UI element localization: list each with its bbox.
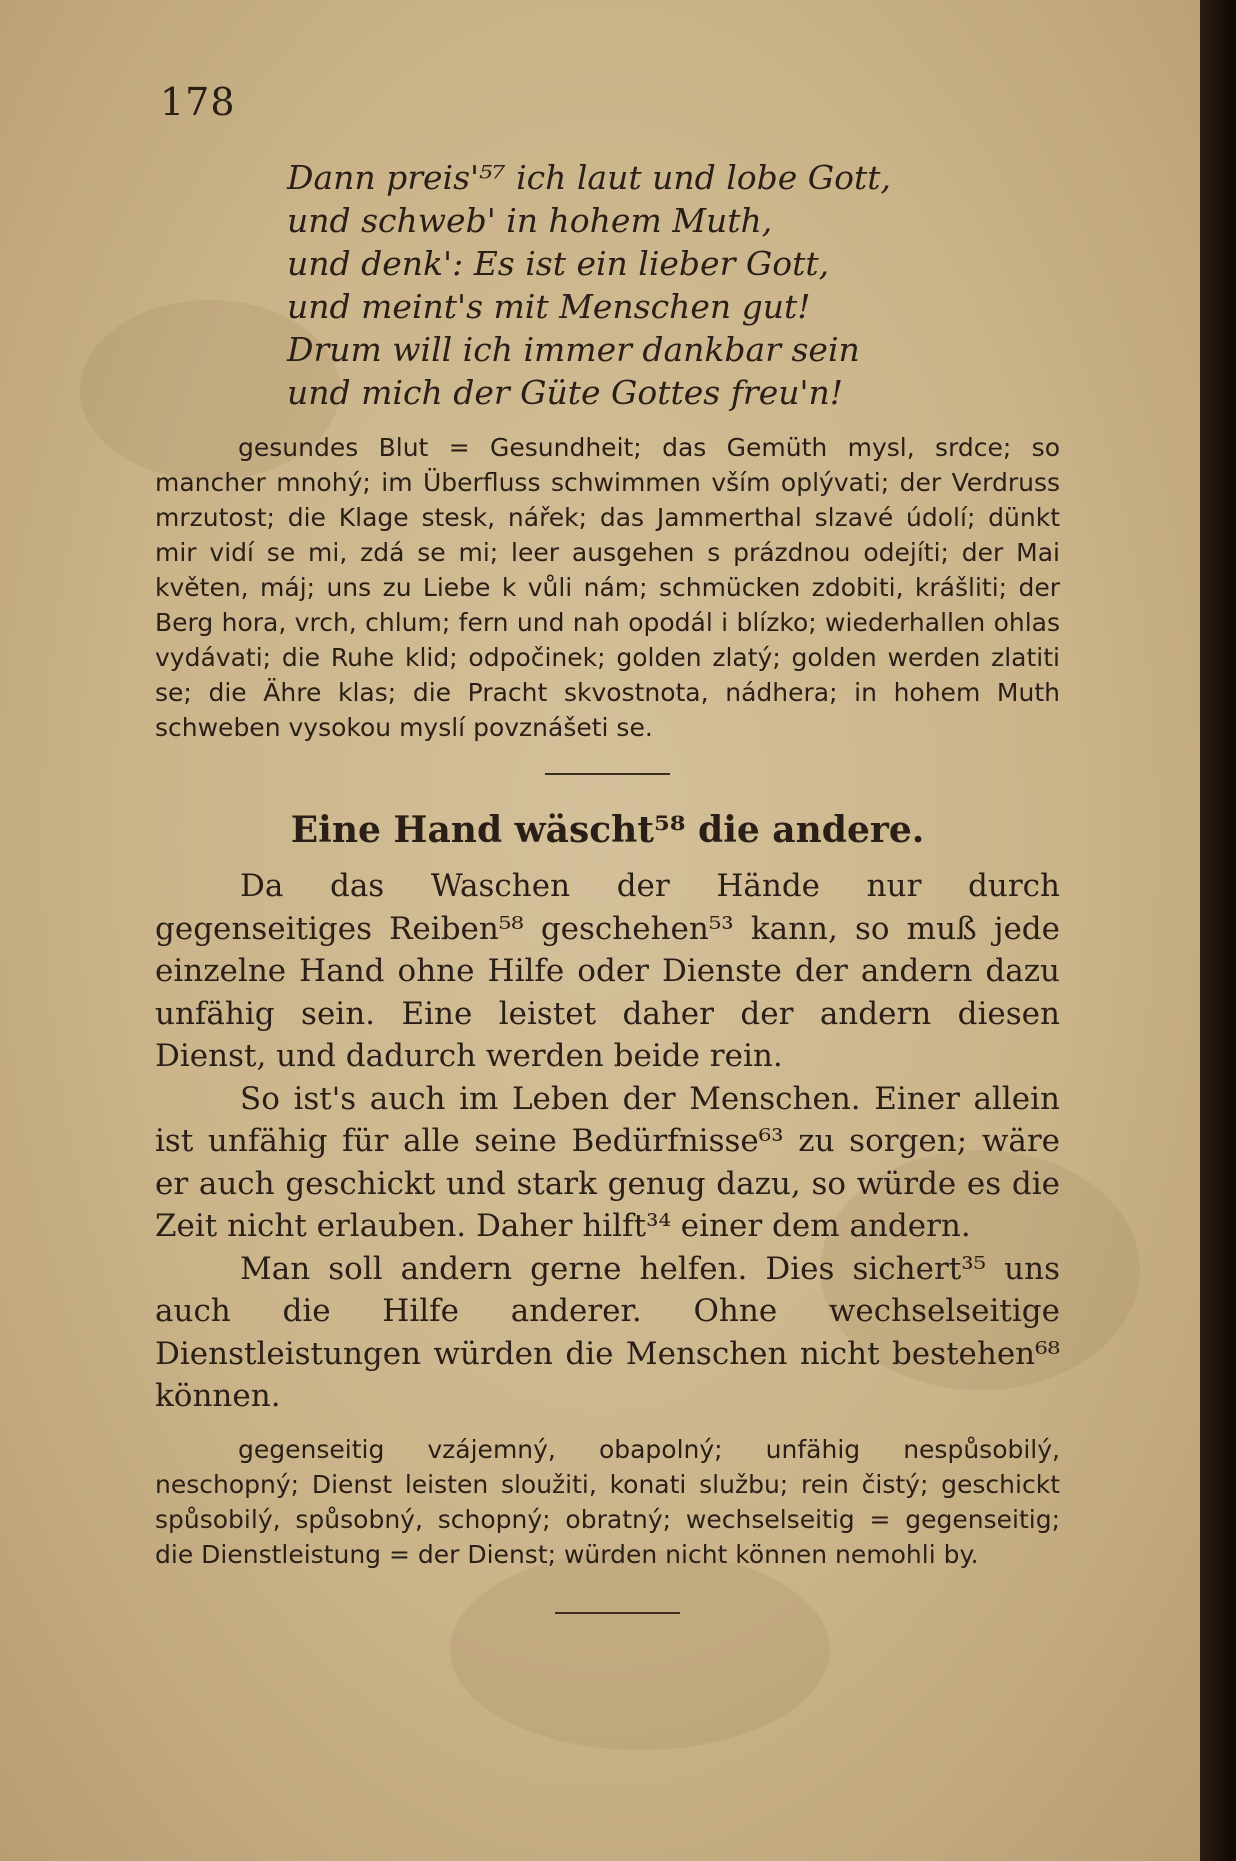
paragraph: So ist's auch im Leben der Menschen. Einer allein ist unfähig für alle seine Bedürfnisse⁶³ zu sorgen; wäre er auch geschickt und stark genug dazu, so würde es die Zeit nicht erlauben. Daher hilft³⁴ einer dem andern. — [155, 1080, 1060, 1244]
poem-line: Drum will ich immer dankbar sein — [287, 330, 860, 369]
reading-text — [155, 865, 1060, 1418]
poem-line: und mich der Güte Gottes freu'n! — [287, 373, 844, 412]
section-divider — [545, 773, 670, 775]
poem-line: Dann preis'⁵⁷ ich laut und lobe Gott, — [287, 158, 892, 197]
page-number: 178 — [160, 80, 236, 124]
poem-line: und meint's mit Menschen gut! — [287, 287, 811, 326]
poem-line: und schweb' in hohem Muth, — [287, 201, 773, 240]
poem-line: und denk': Es ist ein lieber Gott, — [287, 244, 830, 283]
paragraph: Da das Waschen der Hände nur durch gegenseitiges Reiben⁵⁸ geschehen⁵³ kann, so muß jede einzelne Hand ohne Hilfe oder Dienste der andern dazu unfähig sein. Eine leistet daher der andern diesen Dienst, und dadurch werden beide rein. — [155, 868, 1060, 1074]
page-content — [155, 80, 1060, 1614]
book-edge — [1200, 0, 1236, 1861]
end-divider — [555, 1612, 680, 1614]
vocabulary-notes-reading: gegenseitig vzájemný, obapolný; unfähig nespůsobilý, neschopný; Dienst leisten sloužiti, konati službu; rein čistý; geschickt spůsobilý, spůsobný, schopný; obratný; wechselseitig = gegenseitig; die Dienstleistung = der Dienst; würden nicht können nemohli by. — [155, 1434, 1060, 1569]
poem-stanza — [287, 156, 1060, 414]
paragraph: Man soll andern gerne helfen. Dies sichert³⁵ uns auch die Hilfe anderer. Ohne wechselseitige Dienstleistungen würden die Menschen nicht bestehen⁶⁸ können. — [155, 1250, 1060, 1414]
section-title: Eine Hand wäscht⁵⁸ die andere. — [290, 809, 925, 851]
vocabulary-notes-poem: gesundes Blut = Gesundheit; das Gemüth mysl, srdce; so mancher mnohý; im Überfluss schwimmen vším oplývati; der Verdruss mrzutost; die Klage stesk, nářek; das Jammerthal slzavé údolí; dünkt mir vidí se mi, zdá se mi; leer ausgehen s prázdnou odejíti; der Mai květen, máj; uns zu Liebe k vůli nám; schmücken zdobiti, krášliti; der Berg hora, vrch, chlum; fern und nah opodál i blízko; wiederhallen ohlas vydávati; die Ruhe klid; odpočinek; golden zlatý; golden werden zlatiti se; die Ähre klas; die Pracht skvostnota, nádhera; in hohem Muth schweben vysokou myslí povznášeti se. — [155, 433, 1060, 742]
